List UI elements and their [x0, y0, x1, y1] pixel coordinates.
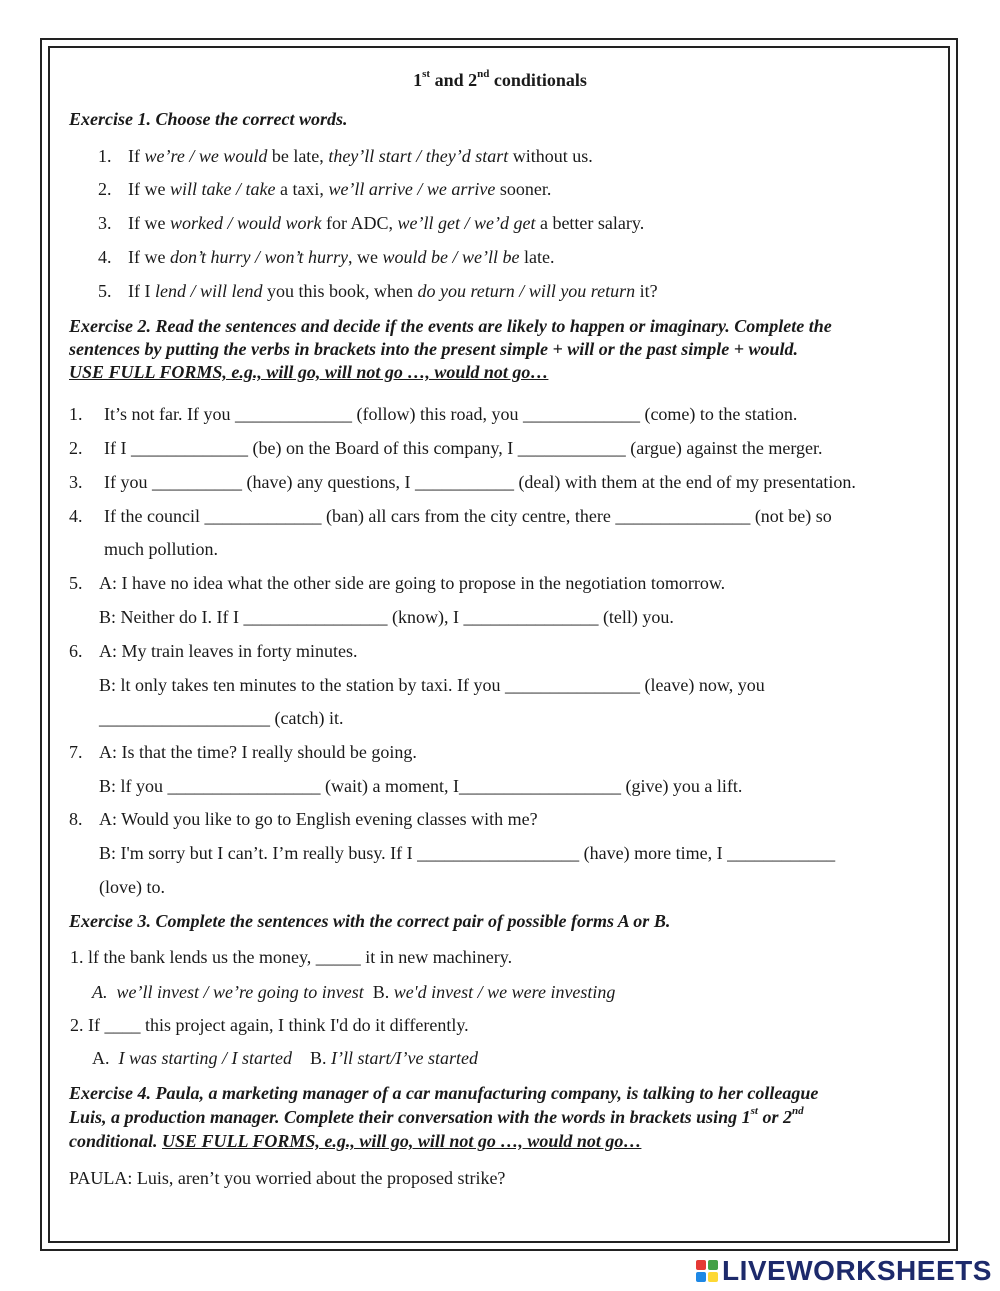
item-text: If we: [128, 213, 170, 233]
exercise-4-heading-line3: conditional. USE FULL FORMS, e.g., will go, will not go …, would not go…: [69, 1131, 642, 1151]
line-text: A: Would you like to go to English evening classes with me?: [99, 809, 538, 829]
exercise-1-item: [98, 246, 554, 268]
word-choice[interactable]: do you return / will you return: [417, 281, 636, 301]
exercise-3-q1-options: [92, 981, 615, 1003]
word-choice[interactable]: worked / would work: [169, 213, 322, 233]
exercise-2-line: [69, 775, 742, 797]
option-b-text: I’ll start/I’ve started: [331, 1048, 479, 1068]
line-text: B: Neither do I. If I ________________ (know), I _______________ (tell) you.: [99, 607, 674, 627]
exercise-2-line: [69, 640, 357, 662]
exercise-2-line: [69, 707, 343, 729]
exercise-2-line: [69, 674, 765, 696]
word-choice[interactable]: we’ll get / we’d get: [397, 213, 536, 233]
exercise-2-line: [69, 808, 538, 830]
line-number: 6.: [69, 641, 83, 661]
exercise-2-line: [69, 741, 417, 763]
option-b-text: we'd invest / we were investing: [393, 982, 616, 1002]
paula-line: PAULA: Luis, aren’t you worried about the proposed strike?: [69, 1168, 506, 1188]
line-text: If I _____________ (be) on the Board of this company, I ____________ (argue) against the merger.: [104, 438, 823, 458]
word-choice[interactable]: don’t hurry / won’t hurry: [169, 247, 348, 267]
exercise-2-line: [69, 876, 165, 898]
item-text: be late,: [267, 146, 329, 166]
exercise-3-question-2: 2. If ____ this project again, I think I'd do it differently.: [70, 1015, 469, 1035]
logo-block: [708, 1272, 718, 1282]
item-text: If: [128, 146, 145, 166]
exercise-2-line: [69, 606, 674, 628]
word-choice[interactable]: we’re / we would: [144, 146, 268, 166]
item-text: sooner.: [495, 179, 552, 199]
exercise-2-line: [69, 572, 725, 594]
exercise-2-heading-line3: USE FULL FORMS, e.g., will go, will not go …, would not go…: [69, 362, 549, 382]
word-choice[interactable]: will take / take: [169, 179, 276, 199]
page-title: 1st and 2nd conditionals: [413, 68, 587, 90]
logo-blocks-icon: [696, 1260, 718, 1282]
item-text: , we: [348, 247, 383, 267]
exercise-3-heading: Exercise 3. Complete the sentences with the correct pair of possible forms A or B.: [69, 911, 671, 931]
brand-text: LIVEWORKSHEETS: [722, 1255, 992, 1286]
item-text: it?: [635, 281, 658, 301]
word-choice[interactable]: would be / we’ll be: [382, 247, 520, 267]
option-b-label: B.: [310, 1048, 327, 1068]
word-choice[interactable]: they’ll start / they’d start: [328, 146, 509, 166]
line-number: 3.: [69, 472, 83, 492]
line-text: ___________________ (catch) it.: [99, 708, 344, 728]
item-text: late.: [519, 247, 555, 267]
logo-block: [708, 1260, 718, 1270]
line-number: 7.: [69, 742, 83, 762]
exercise-2-line: [69, 403, 797, 425]
exercise-1-item: [98, 280, 658, 302]
exercise-2-line: [69, 471, 856, 493]
exercise-1-heading: Exercise 1. Choose the correct words.: [69, 109, 348, 129]
exercise-4-heading-line2: Luis, a production manager. Complete their conversation with the words in brackets using 1st or 2nd: [69, 1105, 804, 1127]
item-text: If we: [128, 179, 170, 199]
item-text: a better salary.: [535, 213, 645, 233]
exercise-3-q2-options: [92, 1047, 478, 1069]
exercise-2-heading-line2: sentences by putting the verbs in brackets into the present simple + will or the past simple + would.: [69, 339, 799, 359]
item-number: 5.: [98, 281, 112, 301]
item-text: without us.: [508, 146, 593, 166]
line-number: 4.: [69, 506, 83, 526]
option-a-label: A.: [92, 982, 108, 1002]
item-text: If we: [128, 247, 170, 267]
line-text: If the council _____________ (ban) all cars from the city centre, there _______________ (not be) so: [104, 506, 832, 526]
item-number: 3.: [98, 213, 112, 233]
logo-block: [696, 1260, 706, 1270]
line-text: B: lt only takes ten minutes to the station by taxi. If you _______________ (leave) now, you: [99, 675, 765, 695]
item-number: 4.: [98, 247, 112, 267]
exercise-2-line: [69, 842, 835, 864]
item-text: for ADC,: [321, 213, 398, 233]
logo-block: [696, 1272, 706, 1282]
exercise-2-line: [69, 538, 218, 560]
exercise-1-item: [98, 178, 551, 200]
word-choice[interactable]: lend / will lend: [154, 281, 263, 301]
option-a-text: we’ll invest / we’re going to invest: [116, 982, 364, 1002]
word-choice[interactable]: we’ll arrive / we arrive: [328, 179, 496, 199]
line-number: 5.: [69, 573, 83, 593]
exercise-2-line: [69, 505, 832, 527]
item-text: you this book, when: [262, 281, 418, 301]
line-text: B: lf you _________________ (wait) a moment, I__________________ (give) you a lift.: [99, 776, 743, 796]
item-number: 1.: [98, 146, 112, 166]
option-b-label: B.: [372, 982, 390, 1002]
line-text: A: My train leaves in forty minutes.: [99, 641, 358, 661]
line-text: It’s not far. If you _____________ (follow) this road, you _____________ (come) to the station.: [104, 404, 798, 424]
line-text: A: I have no idea what the other side are going to propose in the negotiation tomorrow.: [99, 573, 726, 593]
exercise-3-question-1: 1. lf the bank lends us the money, _____ it in new machinery.: [70, 947, 513, 967]
line-number: 1.: [69, 404, 83, 424]
exercise-4-heading-line1: Exercise 4. Paula, a marketing manager of a car manufacturing company, is talking to her colleague: [69, 1083, 819, 1103]
line-text: If you __________ (have) any questions, I ___________ (deal) with them at the end of my presentation.: [104, 472, 856, 492]
option-a-label: A.: [92, 1048, 110, 1068]
liveworksheets-logo: [696, 1256, 992, 1286]
line-text: (love) to.: [99, 877, 165, 897]
item-number: 2.: [98, 179, 112, 199]
line-text: much pollution.: [104, 539, 218, 559]
line-text: B: I'm sorry but I can’t. I’m really busy. If I __________________ (have) more time, I ____________: [99, 843, 836, 863]
exercise-2-line: [69, 437, 823, 459]
option-a-text: I was starting / I started: [118, 1048, 293, 1068]
item-text: a taxi,: [275, 179, 329, 199]
line-number: 2.: [69, 438, 83, 458]
line-number: 8.: [69, 809, 83, 829]
line-text: A: Is that the time? I really should be going.: [99, 742, 417, 762]
exercise-1-item: [98, 212, 644, 234]
exercise-1-item: [98, 145, 593, 167]
exercise-2-heading-line1: Exercise 2. Read the sentences and decide if the events are likely to happen or imaginary. Complete the: [69, 316, 832, 336]
item-text: If I: [128, 281, 155, 301]
